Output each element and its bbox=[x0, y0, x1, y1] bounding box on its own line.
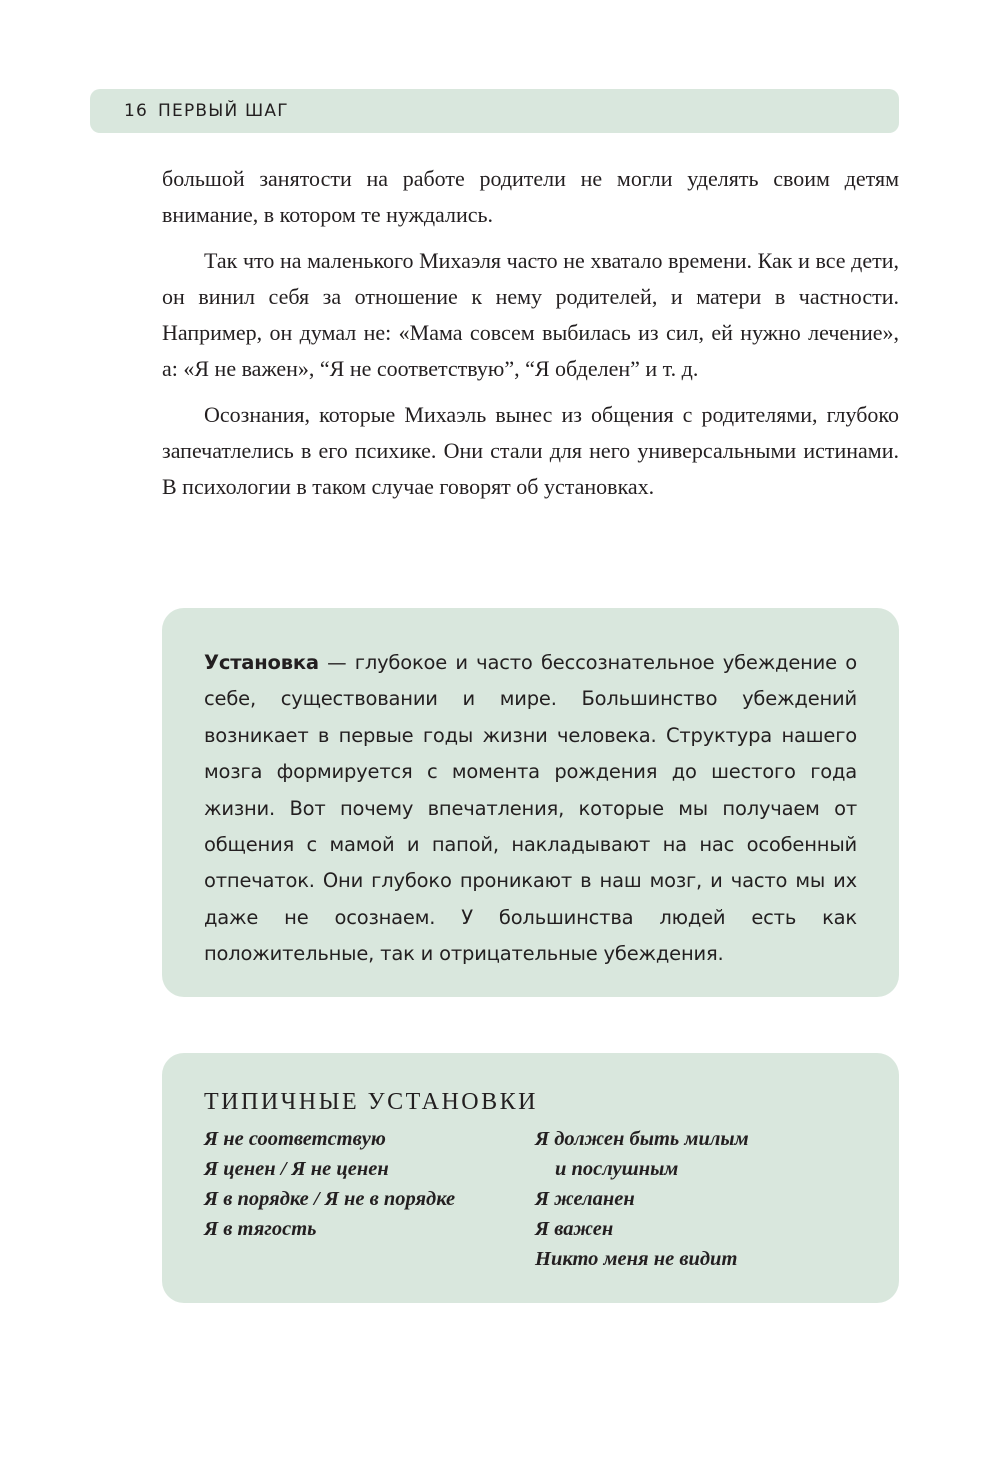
belief-item: Я должен быть милым bbox=[535, 1128, 749, 1150]
page-number: 16 bbox=[124, 101, 149, 121]
paragraph: большой занятости на работе родители не могли уделять своим детям внимание, в котором те нуждались. bbox=[162, 166, 899, 227]
beliefs-title: ТИПИЧНЫЕ УСТАНОВКИ bbox=[204, 1089, 538, 1115]
belief-item: Я в порядке / Я не в порядке bbox=[204, 1188, 456, 1210]
beliefs-right-column bbox=[535, 1124, 749, 1274]
chapter-title: ПЕРВЫЙ ШАГ bbox=[158, 101, 289, 121]
paragraph: Осознания, которые Михаэль вынес из общения с родителями, глубоко запечатлелись в его психике. Они стали для него универсальными истинами. В психологии в таком случае говорят об установках. bbox=[162, 402, 899, 499]
belief-item: Я не соответствую bbox=[204, 1128, 386, 1150]
belief-item: Я желанен bbox=[535, 1188, 635, 1210]
page-header bbox=[90, 89, 899, 133]
paragraph: Так что на маленького Михаэля часто не хватало времени. Как и все дети, он винил себя за отношение к нему родителей, и матери в частности. Например, он думал не: «Мама совсем выбилась из сил, ей нужно лечение», а: «Я не важен», “Я не соответствую”, “Я обделен” и т. д. bbox=[162, 248, 899, 381]
belief-item: Я ценен / Я не ценен bbox=[204, 1158, 389, 1180]
definition-box bbox=[162, 608, 899, 997]
typical-beliefs-box bbox=[162, 1053, 899, 1303]
beliefs-left-column bbox=[204, 1124, 535, 1274]
belief-item: Я важен bbox=[535, 1218, 614, 1240]
belief-item: Никто меня не видит bbox=[535, 1248, 738, 1270]
belief-item: Я в тягость bbox=[204, 1218, 317, 1240]
belief-item-continuation: и послушным bbox=[555, 1158, 679, 1180]
definition-body: — глубокое и часто бессознательное убеждение о себе, существовании и мире. Большинство убеждений возникает в первые годы жизни человека. Структура нашего мозга формируется с момента рождения до шестого года жизни. Вот почему впечатления, которые мы получаем от общения с мамой и папой, накладывают на нас особенный отпечаток. Они глубоко проникают в наш мозг, и часто мы их даже не осознаем. У большинства людей есть как положительные, так и отрицательные убеждения. bbox=[204, 651, 857, 966]
main-text bbox=[162, 161, 899, 505]
definition-term: Установка bbox=[204, 651, 319, 674]
definition-text bbox=[204, 645, 857, 973]
